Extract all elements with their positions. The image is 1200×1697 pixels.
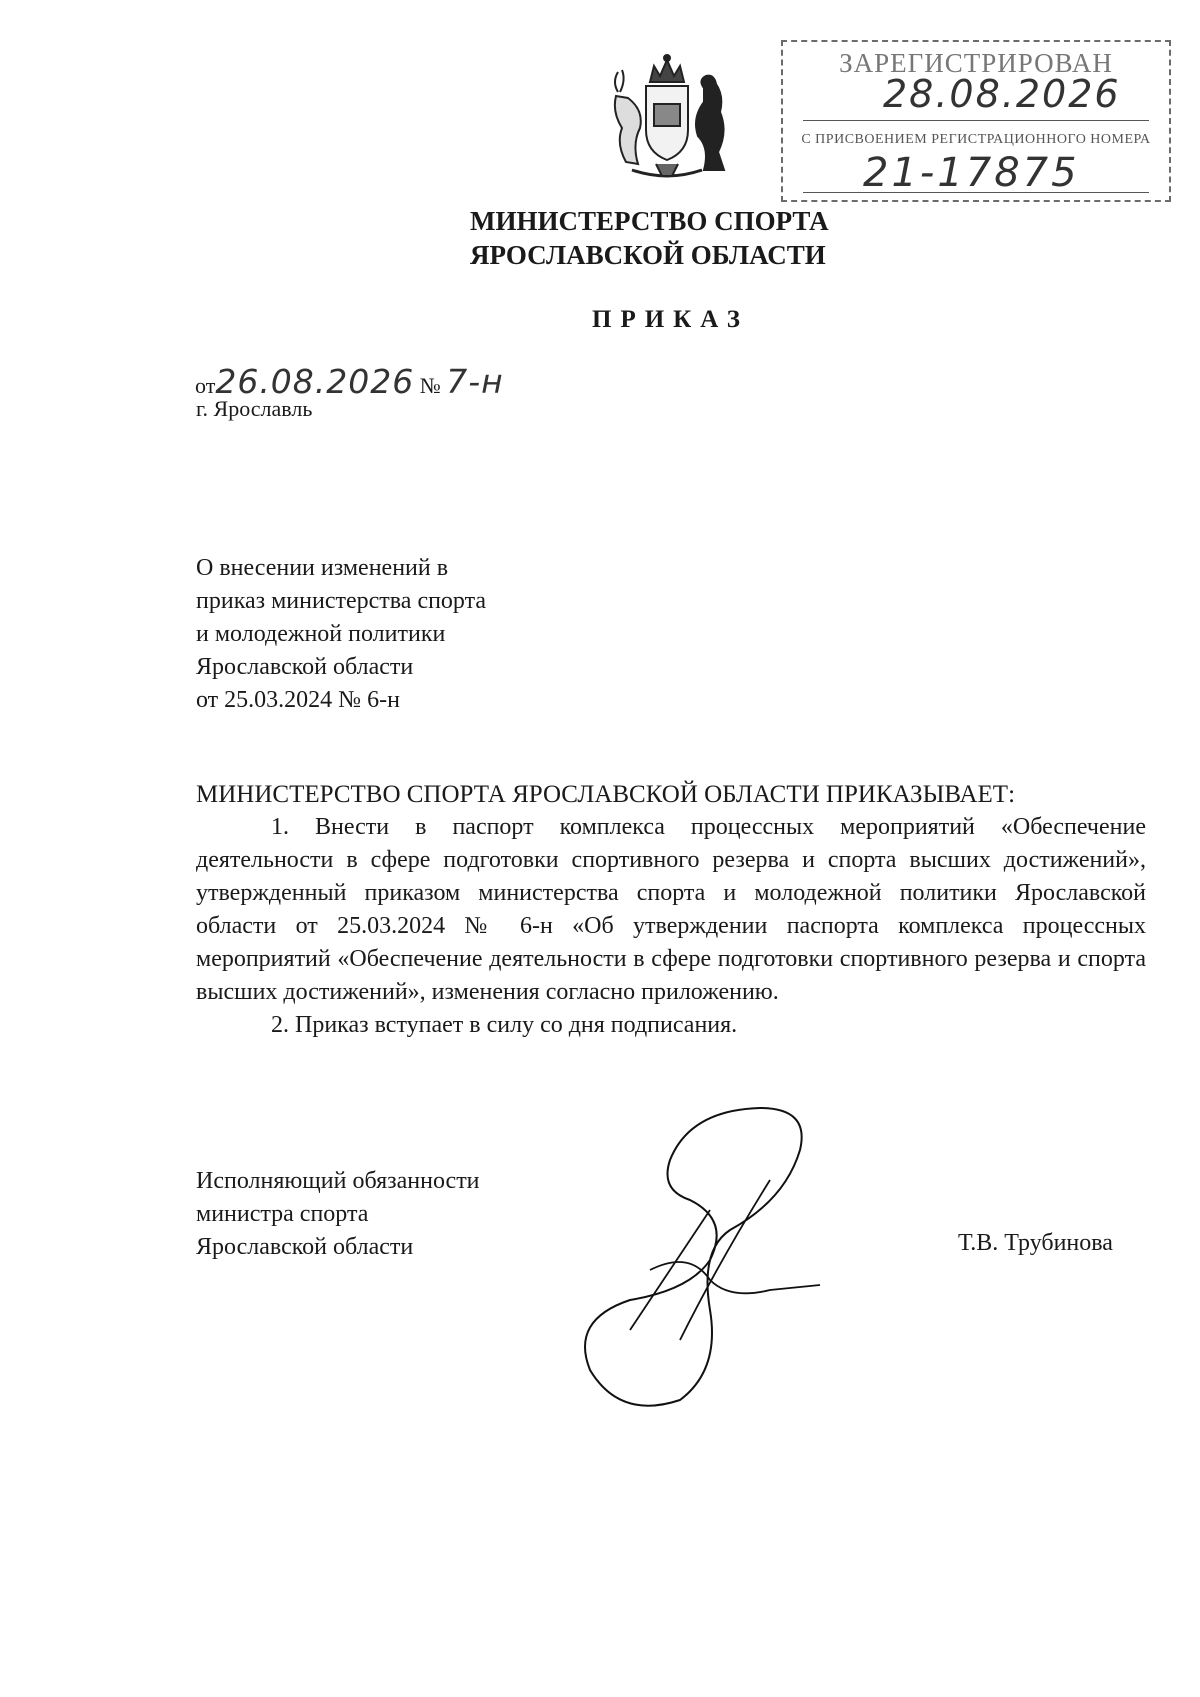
position-line: Исполняющий обязанности: [196, 1168, 480, 1194]
ministry-line-1: МИНИСТЕРСТВО СПОРТА: [470, 206, 829, 236]
subject-line: и молодежной политики: [196, 621, 446, 647]
stamp-date: 28.08.2026: [883, 72, 1121, 116]
coat-of-arms-icon: [598, 52, 736, 184]
stamp-title: ЗАРЕГИСТРИРОВАН: [839, 48, 1113, 78]
subject-line: приказ министерства спорта: [196, 588, 487, 614]
ministry-name: [470, 204, 829, 272]
handwritten-signature: [560, 1100, 840, 1430]
order-date: 26.08.2026: [215, 362, 415, 401]
order-subject: [196, 552, 616, 717]
stamp-divider: [803, 192, 1149, 193]
order-title: ПРИКАЗ: [592, 306, 749, 333]
registration-stamp: [781, 40, 1171, 202]
order-heading: МИНИСТЕРСТВО СПОРТА ЯРОСЛАВСКОЙ ОБЛАСТИ ПРИКАЗЫВАЕТ:: [196, 781, 1016, 808]
stamp-divider: [803, 120, 1149, 121]
signer-position: [196, 1165, 480, 1264]
number-label: №: [419, 373, 441, 398]
position-line: министра спорта: [196, 1201, 369, 1227]
from-label: от: [195, 373, 216, 398]
signer-name: Т.В. Трубинова: [958, 1230, 1113, 1256]
subject-line: О внесении изменений в: [196, 555, 449, 581]
order-number: 7-н: [446, 362, 504, 401]
position-line: Ярославской области: [196, 1234, 414, 1260]
order-body: [196, 778, 1146, 1042]
ministry-line-2: ЯРОСЛАВСКОЙ ОБЛАСТИ: [470, 240, 826, 270]
order-paragraph-1: 1. Внести в паспорт комплекса процессных мероприятий «Обеспечение деятельности в сфере подготовки спортивного резерва и спорта высших достижений», утвержденный приказом министерства спорта и молодежной политики Ярославской области от 25.03.2024 № 6-н «Об утверждении паспорта комплекса процессных мероприятий «Обеспечение деятельности в сфере подготовки спортивного резерва и спорта высших достижений», изменения согласно приложению.: [196, 814, 1146, 1005]
order-paragraph-2: 2. Приказ вступает в силу со дня подписания.: [271, 1012, 738, 1038]
stamp-number: 21-17875: [863, 150, 1080, 196]
stamp-subtitle: С ПРИСВОЕНИЕМ РЕГИСТРАЦИОННОГО НОМЕРА: [801, 132, 1151, 147]
subject-line: от 25.03.2024 № 6-н: [196, 687, 400, 713]
subject-line: Ярославской области: [196, 654, 414, 680]
city: г. Ярославль: [196, 396, 313, 421]
